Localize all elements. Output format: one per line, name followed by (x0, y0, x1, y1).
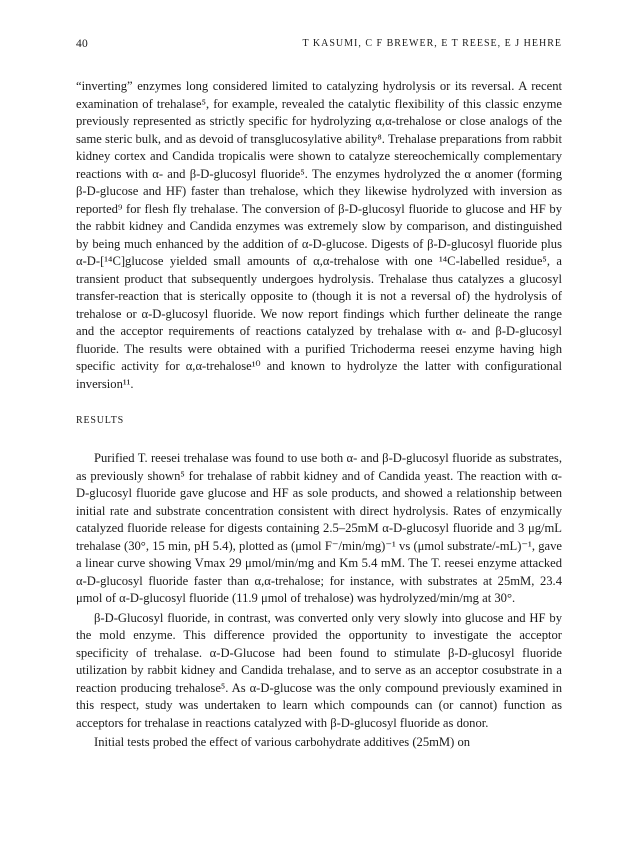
page-number: 40 (76, 38, 89, 50)
intro-paragraph: “inverting” enzymes long considered limited to catalyzing hydrolysis or its reversal. A recent examination of trehalase⁵, for example, revealed the catalytic flexibility of this classic enzyme previously represented as strictly specific for hydrolyzing α,α-trehalose or close analogs of the same steric bulk, and as devoid of transglucosylative ability⁸. Trehalase preparations from rabbit kidney cortex and Candida tropicalis were shown to catalyze stereochemically complementary reactions with α- and β-D-glucosyl fluoride⁵. The enzymes hydrolyzed the α anomer (forming β-D-glucose and HF) faster than trehalose, which they likewise hydrolyzed with inversion as reported⁹ for flesh fly trehalase. The conversion of β-D-glucosyl fluoride to glucose and HF by the rabbit kidney and Candida enzymes was extremely slow by comparison, and distinguished by being much enhanced by the addition of α-D-glucose. Digests of β-D-glucosyl fluoride plus α-D-[¹⁴C]glucose yielded small amounts of α,α-trehalose with one ¹⁴C-labelled residue⁵, a transient product that subsequently undergoes hydrolysis. Trehalase thus catalyzes a glucosyl transfer-reaction that is sterically opposite to (though it is not a reversal of) the hydrolysis of trehalose or α-D-glucosyl fluoride. We now report findings which further delineate the range and the acceptor requirements of reactions catalyzed by trehalase with α- and β-D-glucosyl fluoride. The results were obtained with a purified Trichoderma reesei enzyme having high specific activity for α,α-trehalose¹⁰ and known to hydrolyze the latter with configurational inversion¹¹. (76, 79, 562, 391)
section-heading-results: RESULTS (76, 415, 125, 426)
running-title: T KASUMI, C F BREWER, E T REESE, E J HEHRE (302, 38, 562, 49)
running-header (76, 38, 562, 56)
results-paragraph: Purified T. reesei trehalase was found to use both α- and β-D-glucosyl fluoride as substrates, as previously shown⁵ for trehalase of rabbit kidney and of Candida yeast. The reaction with α-D-glucosyl fluoride gave glucose and HF as sole products, and showed a relationship between initial rate and substrate concentration consistent with direct hydrolysis. Rates of enzymically catalyzed fluoride release for digests containing 2.5–25mM α-D-glucosyl fluoride and 3 μg/mL trehalase (30°, 15 min, pH 5.4), plotted as (μmol F⁻/min/mg)⁻¹ vs (μmol substrate/-mL)⁻¹, gave a linear curve showing Vmax 29 μmol/min/mg and Km 5.4 mM. The T. reesei enzyme attacked α-D-glucosyl fluoride faster than α,α-trehalose; for instance, with substrates at 25mM, 23.4 μmol of α-D-glucosyl fluoride (11.9 μmol of trehalose) was hydrolyzed/min/mg at 30°. (76, 451, 562, 605)
results-paragraph: β-D-Glucosyl fluoride, in contrast, was converted only very slowly into glucose and HF by the mold enzyme. This difference provided the opportunity to investigate the acceptor specificity of trehalase. α-D-Glucose had been found to stimulate β-D-glucosyl fluoride utilization by rabbit kidney and Candida trehalase, and to serve as an acceptor cosubstrate in a reaction producing trehalose⁵. As α-D-glucose was the only compound previously examined in this respect, study was undertaken to learn which compounds can (or cannot) function as acceptors for trehalase in reactions catalyzed with β-D-glucosyl fluoride as donor. (76, 610, 562, 730)
results-paragraph: Initial tests probed the effect of various carbohydrate additives (25mM) on (94, 735, 471, 749)
